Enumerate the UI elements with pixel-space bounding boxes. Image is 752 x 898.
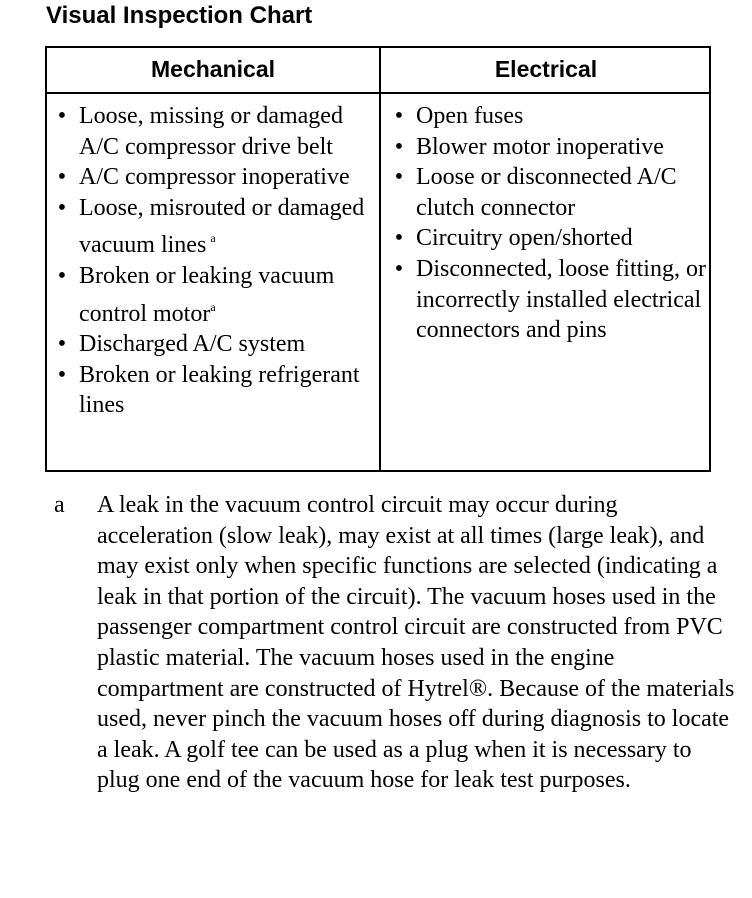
item-text: Blower motor inoperative <box>416 133 664 160</box>
item-text: Loose, misrouted or damaged vacuum lines <box>79 194 365 259</box>
footnote-ref: a <box>210 299 216 314</box>
bullet-icon: • <box>394 225 404 252</box>
bullet-icon: • <box>57 103 67 129</box>
footnote-text: A leak in the vacuum control circuit may occur during acceleration (slow leak), may exist at all times (large leak), and may exist only when specific functions are selected (indicating a leak in that portion of the circuit). The vacuum hoses used in the passenger compartment control circuit are constructed from PVC plastic material. The vacuum hoses used in the engine compartment are constructed of Hytrel®. Because of the materials used, never pinch the vacuum hoses off during diagnosis to locate a leak. A golf tee can be used as a plug when it is necessary to plug one end of the vacuum hose for leak test purposes. <box>97 492 735 794</box>
electrical-header: Electrical <box>494 56 598 82</box>
item-text: Broken or leaking vacuum control motor <box>79 262 335 327</box>
list-item <box>55 360 375 421</box>
list-item <box>392 101 707 132</box>
list-item <box>392 132 707 163</box>
bullet-icon: • <box>394 133 404 160</box>
bullet-icon: • <box>57 164 67 191</box>
list-item <box>55 162 375 193</box>
item-text: Disconnected, loose fitting, or incorrectly installed electrical connectors and pins <box>416 255 706 344</box>
bullet-icon: • <box>57 194 67 221</box>
list-item <box>392 162 707 223</box>
column-divider <box>379 48 381 470</box>
list-item <box>392 223 707 254</box>
list-item <box>55 261 375 329</box>
mechanical-list <box>55 101 375 421</box>
mechanical-header: Mechanical <box>151 56 275 82</box>
item-text: A/C compressor inoperative <box>79 164 350 191</box>
item-text: Loose or disconnected A/C clutch connector <box>416 164 677 221</box>
header-divider <box>47 92 709 94</box>
bullet-icon: • <box>57 262 67 289</box>
item-text: Discharged A/C system <box>79 331 306 358</box>
item-text: Loose, missing or damaged A/C compressor drive belt <box>79 103 343 160</box>
bullet-icon: • <box>57 331 67 358</box>
electrical-list <box>392 101 707 346</box>
inspection-table <box>45 46 711 472</box>
bullet-icon: • <box>57 361 67 388</box>
bullet-icon: • <box>394 164 404 191</box>
item-text: Open fuses <box>416 103 524 129</box>
item-text: Circuitry open/shorted <box>416 225 633 252</box>
footnote-ref: a <box>210 231 216 246</box>
bullet-icon: • <box>394 255 404 282</box>
chart-title: Visual Inspection Chart <box>46 2 313 29</box>
list-item <box>392 254 707 346</box>
list-item <box>55 329 375 360</box>
item-text: Broken or leaking refrigerant lines <box>79 361 360 419</box>
footnote-marker: a <box>54 492 65 518</box>
list-item <box>55 101 375 162</box>
bullet-icon: • <box>394 103 404 129</box>
list-item <box>55 193 375 261</box>
